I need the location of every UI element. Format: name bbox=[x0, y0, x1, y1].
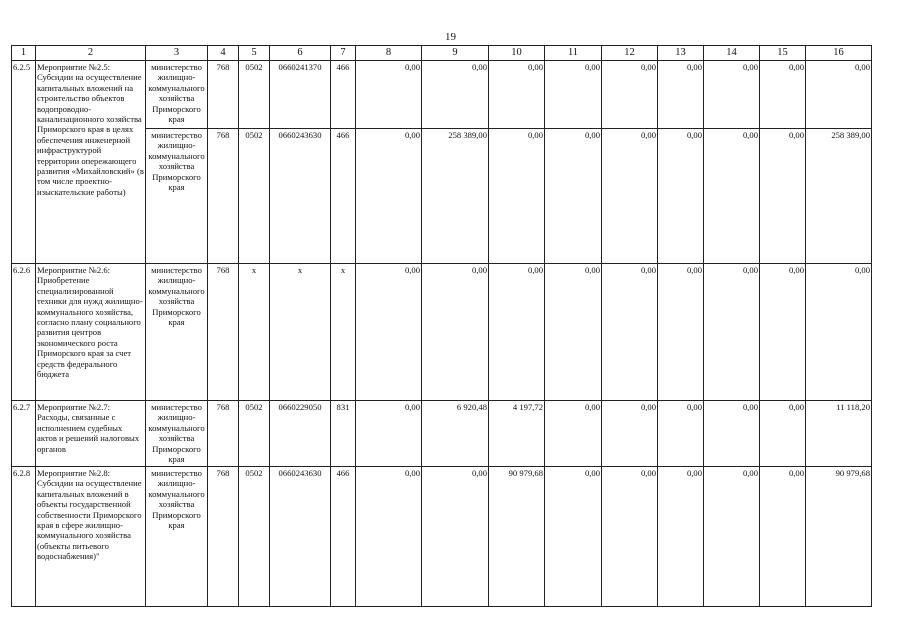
table-row bbox=[12, 467, 872, 607]
value-col11: 0,00 bbox=[545, 264, 602, 401]
value-col14: 0,00 bbox=[704, 129, 760, 264]
header-cell: 1 bbox=[12, 46, 36, 61]
header-cell: 4 bbox=[208, 46, 239, 61]
value-col9: 258 389,00 bbox=[422, 129, 489, 264]
code-col4: 768 bbox=[208, 129, 239, 264]
header-cell: 13 bbox=[658, 46, 704, 61]
code-col5: 0502 bbox=[239, 467, 270, 607]
value-col12: 0,00 bbox=[602, 129, 658, 264]
value-col8: 0,00 bbox=[356, 264, 422, 401]
responsible-org: министерство жилищно-коммунального хозяйства Приморского края bbox=[146, 61, 208, 129]
code-col7: 831 bbox=[331, 401, 356, 467]
header-cell: 8 bbox=[356, 46, 422, 61]
value-col12: 0,00 bbox=[602, 264, 658, 401]
header-cell: 5 bbox=[239, 46, 270, 61]
row-id: 6.2.6 bbox=[12, 264, 36, 401]
code-col7: 466 bbox=[331, 467, 356, 607]
code-col5: 0502 bbox=[239, 401, 270, 467]
value-col12: 0,00 bbox=[602, 61, 658, 129]
row-id: 6.2.5 bbox=[12, 61, 36, 264]
value-col10: 90 979,68 bbox=[489, 467, 545, 607]
header-cell: 12 bbox=[602, 46, 658, 61]
value-col9: 0,00 bbox=[422, 467, 489, 607]
code-col6: 0660241370 bbox=[270, 61, 331, 129]
value-col11: 0,00 bbox=[545, 129, 602, 264]
value-col8: 0,00 bbox=[356, 467, 422, 607]
budget-table bbox=[11, 45, 872, 607]
value-col15: 0,00 bbox=[760, 129, 806, 264]
row-id: 6.2.7 bbox=[12, 401, 36, 467]
value-col16: 0,00 bbox=[806, 264, 872, 401]
header-cell: 3 bbox=[146, 46, 208, 61]
value-col10: 0,00 bbox=[489, 264, 545, 401]
value-col16: 0,00 bbox=[806, 61, 872, 129]
value-col8: 0,00 bbox=[356, 129, 422, 264]
row-description: Мероприятие №2.5: Субсидии на осуществление капитальных вложений на строительство объектов водопроводно-канализационного хозяйства Приморского края в целях обеспечения инженерной инфраструктурой территории опережающего развития «Михайловский» (в том числе проектно-изыскательские работы) bbox=[36, 61, 146, 264]
value-col12: 0,00 bbox=[602, 401, 658, 467]
value-col13: 0,00 bbox=[658, 467, 704, 607]
code-col7: х bbox=[331, 264, 356, 401]
code-col6: 0660243630 bbox=[270, 129, 331, 264]
header-cell: 16 bbox=[806, 46, 872, 61]
value-col8: 0,00 bbox=[356, 401, 422, 467]
value-col11: 0,00 bbox=[545, 467, 602, 607]
header-cell: 10 bbox=[489, 46, 545, 61]
value-col14: 0,00 bbox=[704, 61, 760, 129]
value-col13: 0,00 bbox=[658, 401, 704, 467]
value-col14: 0,00 bbox=[704, 401, 760, 467]
code-col5: 0502 bbox=[239, 61, 270, 129]
value-col15: 0,00 bbox=[760, 467, 806, 607]
value-col15: 0,00 bbox=[760, 61, 806, 129]
code-col7: 466 bbox=[331, 61, 356, 129]
value-col13: 0,00 bbox=[658, 61, 704, 129]
header-cell: 15 bbox=[760, 46, 806, 61]
value-col16: 258 389,00 bbox=[806, 129, 872, 264]
header-cell: 11 bbox=[545, 46, 602, 61]
code-col5: х bbox=[239, 264, 270, 401]
value-col14: 0,00 bbox=[704, 264, 760, 401]
code-col4: 768 bbox=[208, 264, 239, 401]
code-col4: 768 bbox=[208, 61, 239, 129]
value-col16: 11 118,20 bbox=[806, 401, 872, 467]
code-col6: 0660243630 bbox=[270, 467, 331, 607]
header-cell: 2 bbox=[36, 46, 146, 61]
code-col6: 0660229050 bbox=[270, 401, 331, 467]
value-col15: 0,00 bbox=[760, 401, 806, 467]
page-number: 19 bbox=[445, 31, 456, 43]
value-col14: 0,00 bbox=[704, 467, 760, 607]
responsible-org: министерство жилищно-коммунального хозяйства Приморского края bbox=[146, 129, 208, 264]
responsible-org: министерство жилищно-коммунального хозяйства Приморского края bbox=[146, 401, 208, 467]
value-col11: 0,00 bbox=[545, 401, 602, 467]
value-col12: 0,00 bbox=[602, 467, 658, 607]
value-col8: 0,00 bbox=[356, 61, 422, 129]
value-col15: 0,00 bbox=[760, 264, 806, 401]
row-description: Мероприятие №2.6: Приобретение специализированной техники для нужд жилищно-коммунального хозяйства, согласно плану социального развития центров экономического роста Приморского края за счет средств федерального бюджета bbox=[36, 264, 146, 401]
code-col7: 466 bbox=[331, 129, 356, 264]
value-col10: 0,00 bbox=[489, 129, 545, 264]
header-row bbox=[12, 46, 872, 61]
header-cell: 7 bbox=[331, 46, 356, 61]
value-col16: 90 979,68 bbox=[806, 467, 872, 607]
value-col10: 4 197,72 bbox=[489, 401, 545, 467]
table-row bbox=[12, 264, 872, 401]
code-col6: х bbox=[270, 264, 331, 401]
responsible-org: министерство жилищно-коммунального хозяйства Приморского края bbox=[146, 467, 208, 607]
header-cell: 14 bbox=[704, 46, 760, 61]
value-col10: 0,00 bbox=[489, 61, 545, 129]
table-row bbox=[12, 401, 872, 467]
row-id: 6.2.8 bbox=[12, 467, 36, 607]
row-description: Мероприятие №2.7: Расходы, связанные с исполнением судебных актов и решений налоговых органов bbox=[36, 401, 146, 467]
value-col11: 0,00 bbox=[545, 61, 602, 129]
responsible-org: министерство жилищно-коммунального хозяйства Приморского края bbox=[146, 264, 208, 401]
code-col5: 0502 bbox=[239, 129, 270, 264]
header-cell: 9 bbox=[422, 46, 489, 61]
value-col13: 0,00 bbox=[658, 129, 704, 264]
header-cell: 6 bbox=[270, 46, 331, 61]
value-col9: 6 920,48 bbox=[422, 401, 489, 467]
row-description: Мероприятие №2.8: Субсидии на осуществление капитальных вложений в объекты государственной собственности Приморского края в сфере жилищно-коммунального хозяйства (объекты питьевого водоснабжения)" bbox=[36, 467, 146, 607]
value-col9: 0,00 bbox=[422, 264, 489, 401]
table-row bbox=[12, 61, 872, 129]
value-col13: 0,00 bbox=[658, 264, 704, 401]
code-col4: 768 bbox=[208, 401, 239, 467]
value-col9: 0,00 bbox=[422, 61, 489, 129]
code-col4: 768 bbox=[208, 467, 239, 607]
